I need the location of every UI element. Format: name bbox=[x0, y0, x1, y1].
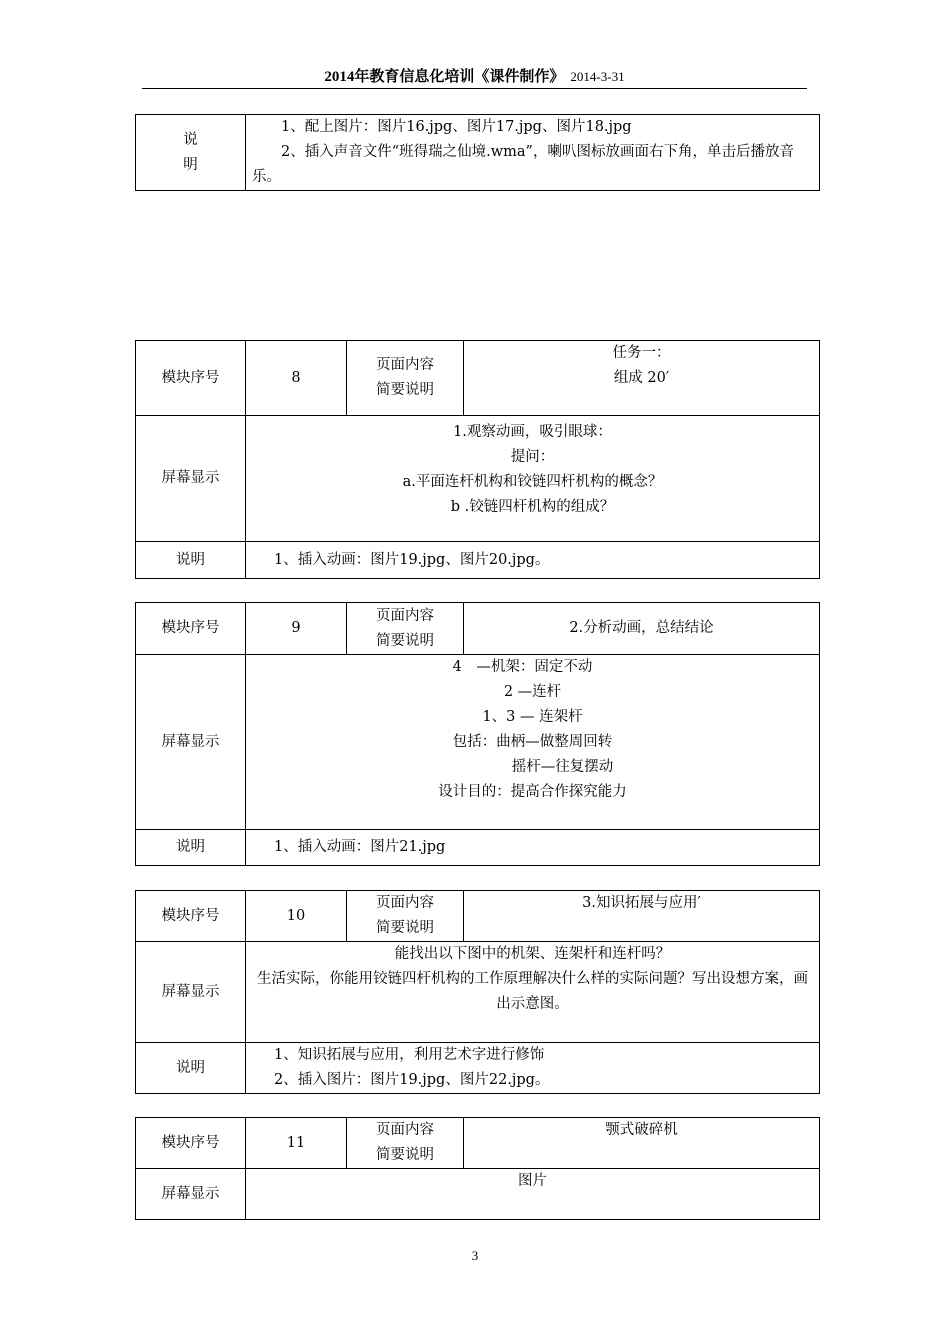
note-content: 1、插入动画：图片21.jpg bbox=[246, 830, 820, 866]
screen-content: 1.观察动画，吸引眼球： 提问： a.平面连杆机构和铰链四杆机构的概念？ b .铰链四杆机构的组成？ bbox=[246, 416, 820, 542]
note-table-continued bbox=[135, 114, 820, 191]
note-content: 1、知识拓展与应用，利用艺术字进行修饰 2、插入图片：图片19.jpg、图片22.jpg。 bbox=[246, 1043, 820, 1094]
module-table-8 bbox=[135, 340, 820, 579]
screen-label: 屏幕显示 bbox=[136, 1169, 246, 1220]
module-no-label: 模块序号 bbox=[136, 891, 246, 942]
module-no-value: 11 bbox=[246, 1118, 347, 1169]
module-no-value: 10 bbox=[246, 891, 347, 942]
page-content-summary: 任务一： 组成 20′ bbox=[464, 341, 820, 416]
note-line: 1、配上图片：图片16.jpg、图片17.jpg、图片18.jpg bbox=[281, 119, 632, 135]
document-date: 2014-3-31 bbox=[570, 69, 625, 84]
document-title: 2014年教育信息化培训《课件制作》 bbox=[324, 69, 565, 85]
header-rule bbox=[142, 88, 807, 89]
module-no-value: 8 bbox=[246, 341, 347, 416]
screen-label: 屏幕显示 bbox=[136, 416, 246, 542]
screen-content: 4 —机架：固定不动 2 —连杆 1、3 — 连架杆 包括：曲柄—做整周回转 摇杆—往复摆动 设计目的：提高合作探究能力 bbox=[246, 655, 820, 830]
page-header bbox=[142, 66, 807, 87]
module-table-10 bbox=[135, 890, 820, 1094]
screen-label: 屏幕显示 bbox=[136, 655, 246, 830]
module-no-value: 9 bbox=[246, 603, 347, 655]
note-label: 说明 bbox=[136, 830, 246, 866]
screen-content: 能找出以下图中的机架、连架杆和连杆吗？ 生活实际，你能用铰链四杆机构的工作原理解决什么样的实际问题？写出设想方案，画出示意图。 bbox=[246, 942, 820, 1043]
module-table-11 bbox=[135, 1117, 820, 1220]
screen-content: 图片 bbox=[246, 1169, 820, 1220]
page-content-label: 页面内容 简要说明 bbox=[347, 1118, 464, 1169]
screen-label: 屏幕显示 bbox=[136, 942, 246, 1043]
module-no-label: 模块序号 bbox=[136, 341, 246, 416]
note-label: 说明 bbox=[136, 1043, 246, 1094]
module-table-9 bbox=[135, 602, 820, 866]
page-content-label: 页面内容 简要说明 bbox=[347, 891, 464, 942]
module-no-label: 模块序号 bbox=[136, 603, 246, 655]
note-content bbox=[246, 115, 820, 191]
page-number: 3 bbox=[471, 1248, 479, 1263]
page-content-summary: 颚式破碎机 bbox=[464, 1118, 820, 1169]
page-content-label: 页面内容 简要说明 bbox=[347, 341, 464, 416]
note-label: 说 明 bbox=[136, 115, 246, 191]
note-content: 1、插入动画：图片19.jpg、图片20.jpg。 bbox=[246, 542, 820, 579]
page-content-label: 页面内容 简要说明 bbox=[347, 603, 464, 655]
page-content-summary: 3.知识拓展与应用′ bbox=[464, 891, 820, 942]
page-content-summary: 2.分析动画，总结结论 bbox=[464, 603, 820, 655]
module-no-label: 模块序号 bbox=[136, 1118, 246, 1169]
note-label: 说明 bbox=[136, 542, 246, 579]
note-line: 2、插入声音文件“班得瑞之仙境.wma”，喇叭图标放画面右下角，单击后播放音乐。 bbox=[252, 144, 794, 185]
